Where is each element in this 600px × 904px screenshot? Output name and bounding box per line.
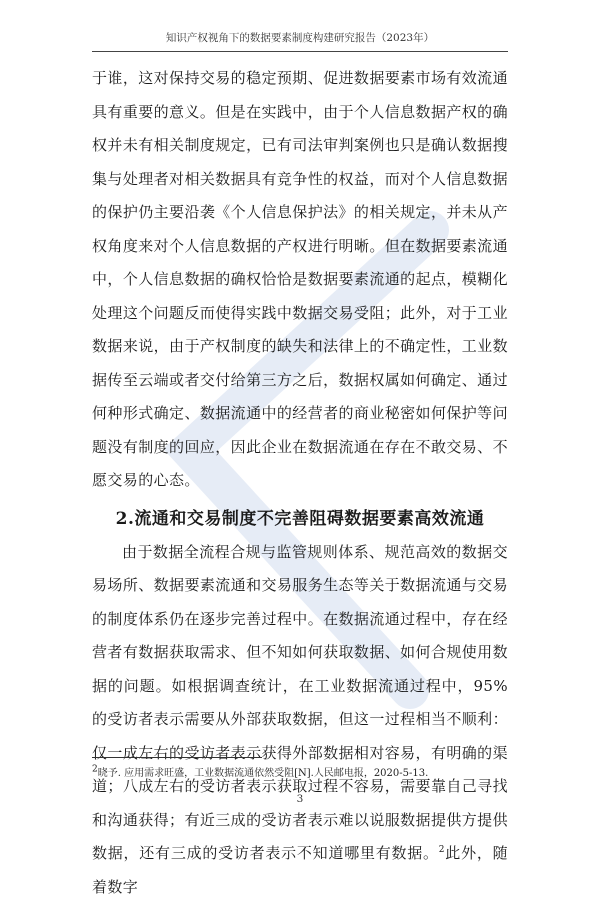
section-heading: 2.流通和交易制度不完善阻碍数据要素高效流通 (92, 502, 508, 536)
paragraph-tail: 此外，随着数字 (92, 844, 508, 896)
footnote-mark: 2 (92, 765, 98, 775)
footnote (92, 764, 508, 779)
footnote-divider (92, 757, 262, 758)
page-number: 3 (0, 793, 600, 805)
paragraph-body (92, 536, 508, 904)
header-divider (92, 51, 508, 52)
footnote-ref[interactable]: 2 (439, 845, 445, 855)
paragraph-continued: 于谁，这对保持交易的稳定预期、促进数据要素市场有效流通具有重要的意义。但是在实践中，由于个人信息数据产权的确权并未有相关制度规定，已有司法审判案例也只是确认数据搜集与处理者对相关数据具有竞争性的权益，而对个人信息数据的保护仍主要沿袭《个人信息保护法》的相关规定，并未从产权角度来对个人信息数据的产权进行明晰。但在数据要素流通中，个人信息数据的确权恰恰是数据要素流通的起点，模糊化处理这个问题反而使得实践中数据交易受阻；此外，对于工业数据来说，由于产权制度的缺失和法律上的不确定性，工业数据传至云端或者交付给第三方之后，数据权属如何确定、通过何种形式确定、数据流通中的经营者的商业秘密如何保护等问题没有制度的回应，因此企业在数据流通在存在不敢交易、不愿交易的心态。 (92, 62, 508, 498)
footnote-text: 晓予. 应用需求旺盛，工业数据流通依然受阻[N].人民邮电报，2020-5-13. (98, 768, 429, 779)
running-header: 知识产权视角下的数据要素制度构建研究报告（2023年） (92, 30, 508, 45)
paragraph-text: 由于数据全流程合规与监管规则体系、规范高效的数据交易场所、数据要素流通和交易服务生态等关于数据流通与交易的制度体系仍在逐步完善过程中。在数据流通过程中，存在经营者有数据获取需求、但不知如何获取数据、如何合规使用数据的问题。如根据调查统计，在工业数据流通过程中，95%的受访者表示需要从外部获取数据，但这一过程相当不顺利：仅一成左右的受访者表示获得外部数据相对容易，有明确的渠道；八成左右的受访者表示获取过程不容易，需要靠自己寻找和沟通获得；有近三成的受访者表示难以说服数据提供方提供数据，还有三成的受访者表示不知道哪里有数据。 (92, 543, 508, 863)
